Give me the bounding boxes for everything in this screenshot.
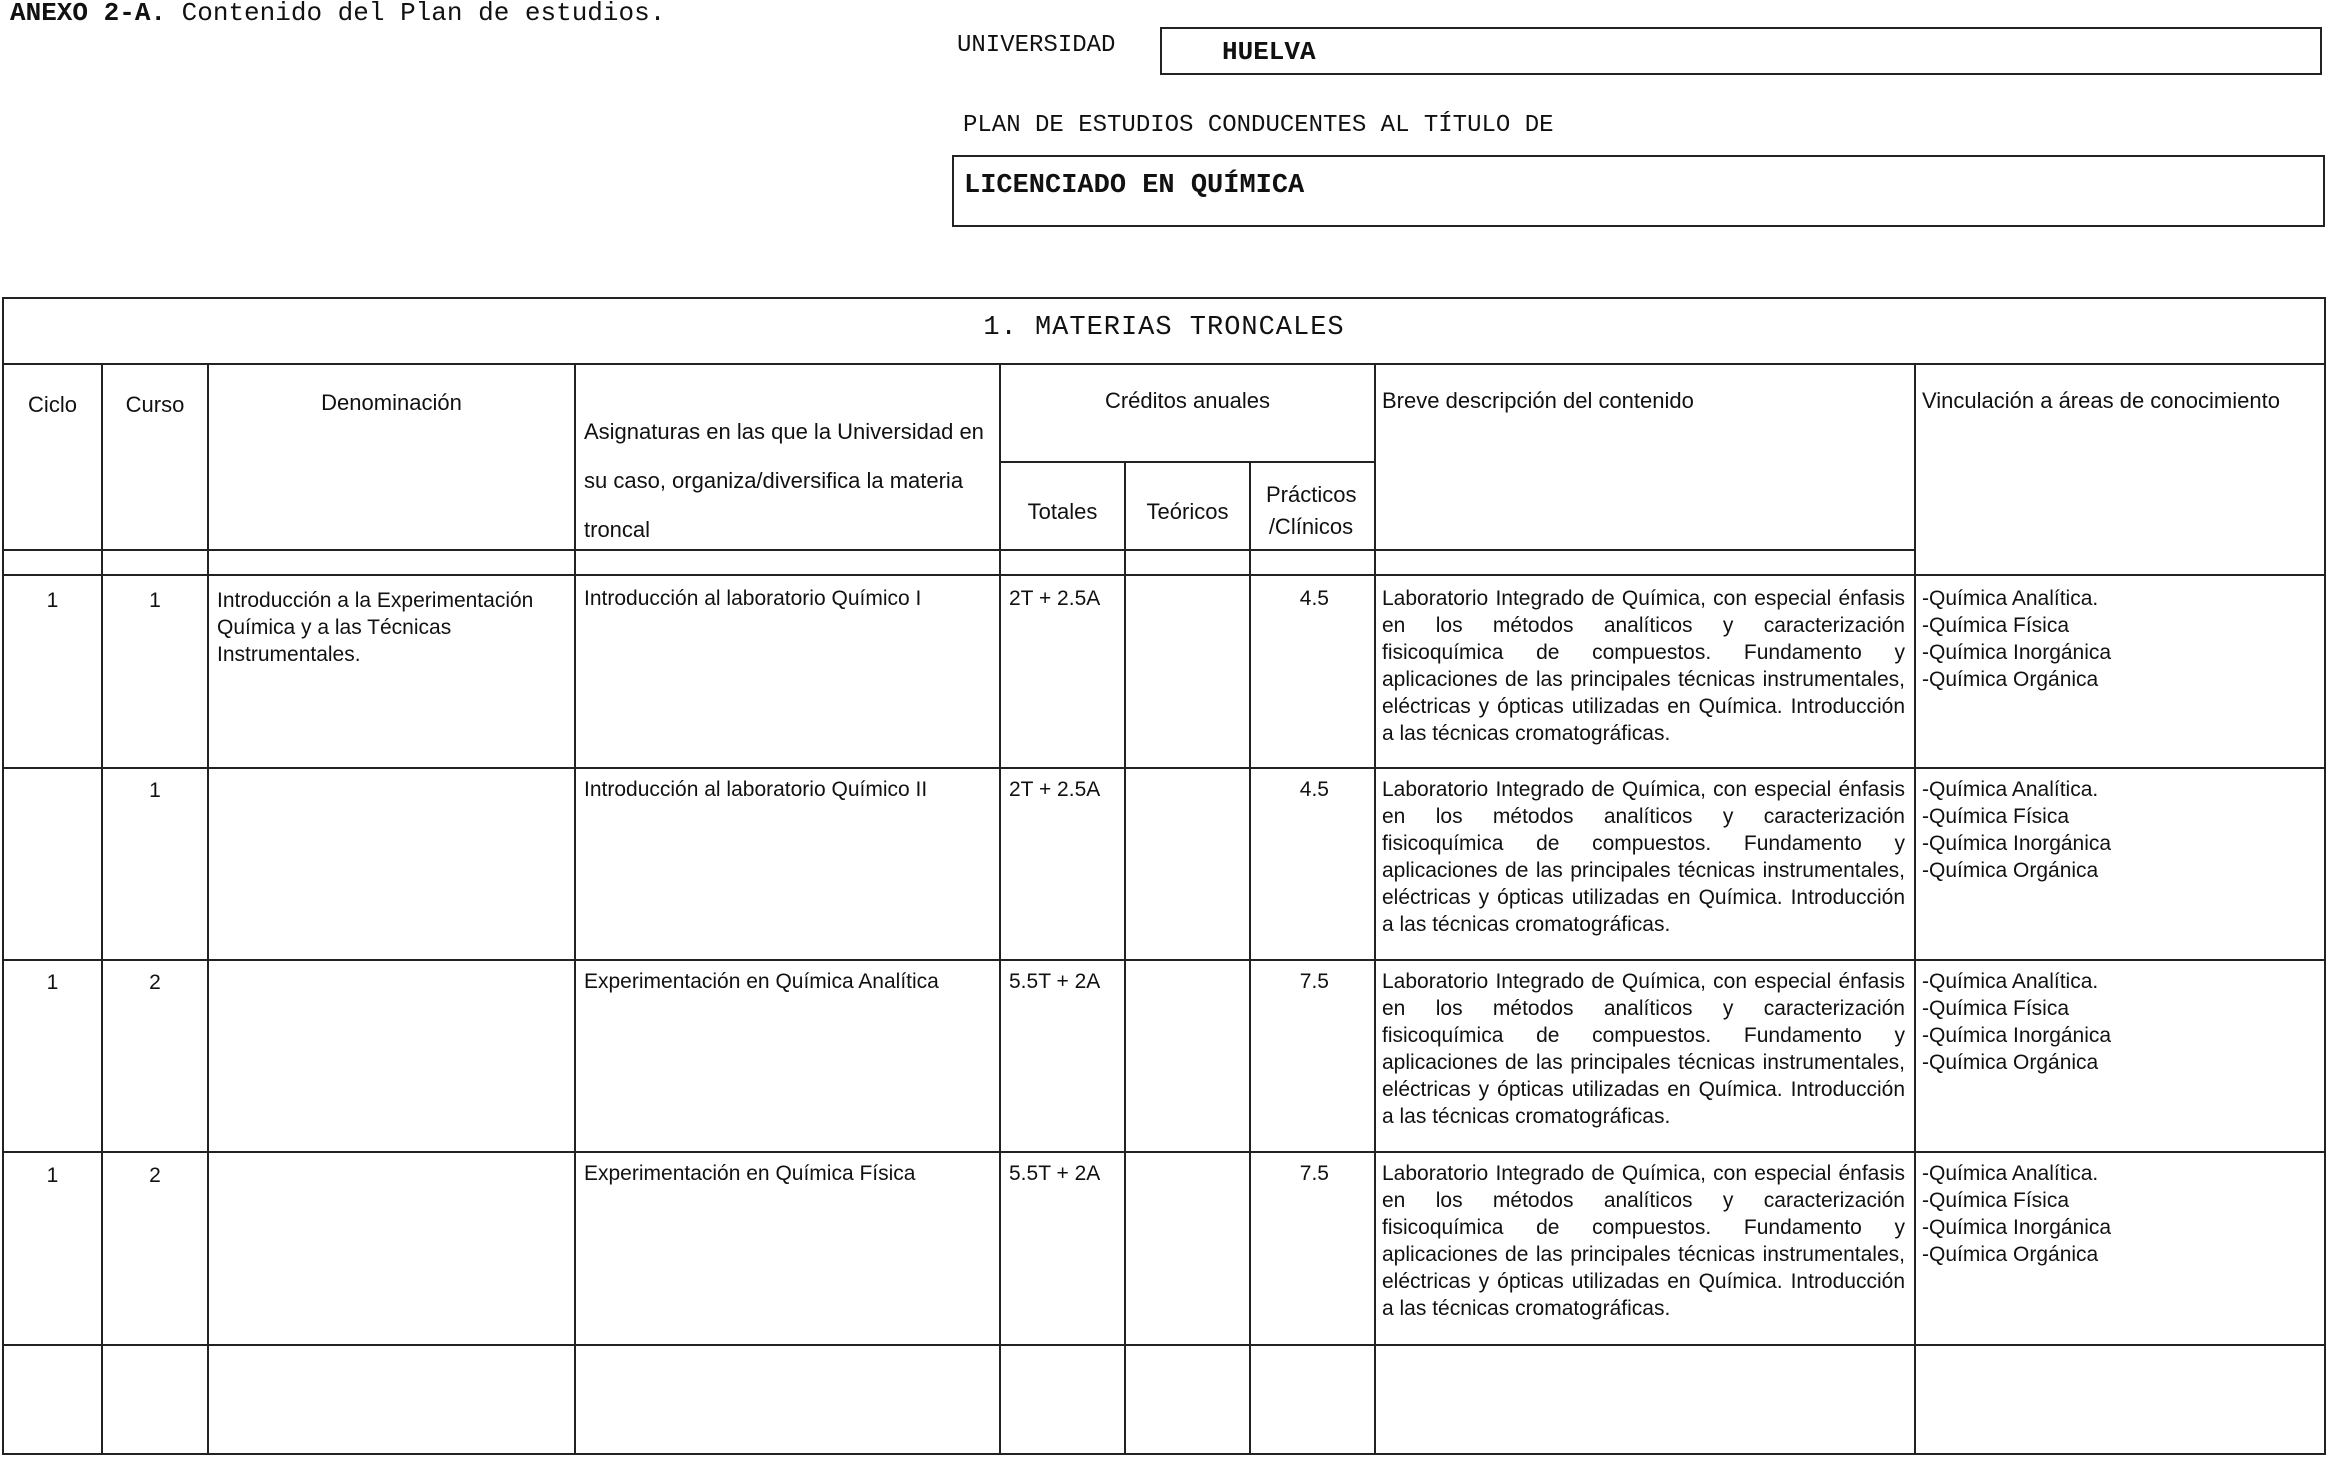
row-1-descripcion: Laboratorio Integrado de Química, con especial énfasis en los métodos analíticos y caracterización fisicoquímica de compuestos. Fundamento y aplicaciones de las principales técnicas instrumentales, eléctricas y ópticas utilizadas en Química. Introducción a las técnicas cromatográficas. [1382, 587, 1905, 745]
divider [4, 574, 2324, 576]
row-4-practicos: 7.5 [1299, 1162, 1329, 1185]
divider [207, 363, 209, 1453]
header-asignaturas: Asignaturas en las que la Universidad en su caso, organiza/diversifica la materia troncal [584, 419, 984, 542]
area-item: -Química Analítica. [1922, 587, 2099, 610]
row-2-areas [1922, 776, 2312, 884]
row-4-curso: 2 [149, 1164, 161, 1187]
degree-title-box [952, 155, 2325, 227]
row-1-areas [1922, 585, 2312, 693]
divider [101, 363, 103, 1453]
area-item: -Química Orgánica [1922, 1051, 2099, 1074]
header-practicos: Prácticos /Clínicos [1266, 482, 1357, 539]
divider [1914, 363, 1916, 1453]
area-item: -Química Inorgánica [1922, 1024, 2112, 1047]
header-curso: Curso [125, 392, 185, 417]
university-label: UNIVERSIDAD [957, 32, 1116, 59]
header-totales: Totales [1027, 499, 1098, 524]
row-2-practicos: 4.5 [1299, 778, 1329, 801]
divider [4, 363, 2324, 365]
area-item: -Química Analítica. [1922, 1162, 2099, 1185]
area-item: -Química Orgánica [1922, 668, 2099, 691]
row-3-curso: 2 [149, 971, 161, 994]
divider [1124, 461, 1126, 1453]
row-4-ciclo: 1 [46, 1164, 59, 1187]
header-descripcion: Breve descripción del contenido [1382, 388, 1694, 413]
divider [4, 767, 2324, 769]
row-1-practicos: 4.5 [1299, 587, 1329, 610]
row-1-denominacion: Introducción a la Experimentación Química y a las Técnicas Instrumentales. [217, 589, 534, 666]
header-vinculacion: Vinculación a áreas de conocimiento [1922, 388, 2280, 413]
annex-heading [10, 0, 665, 26]
row-3-descripcion: Laboratorio Integrado de Química, con especial énfasis en los métodos analíticos y caracterización fisicoquímica de compuestos. Fundamento y aplicaciones de las principales técnicas instrumentales, eléctricas y ópticas utilizadas en Química. Introducción a las técnicas cromatográficas. [1382, 970, 1905, 1128]
area-item: -Química Orgánica [1922, 1243, 2099, 1266]
annex-text: Contenido del Plan de estudios. [181, 0, 666, 28]
row-4-totales: 5.5T + 2A [1009, 1162, 1101, 1185]
row-2-curso: 1 [149, 779, 161, 802]
row-2-totales: 2T + 2.5A [1009, 778, 1101, 801]
divider [4, 1344, 2324, 1346]
area-item: -Química Analítica. [1922, 778, 2099, 801]
row-2-descripcion: Laboratorio Integrado de Química, con especial énfasis en los métodos analíticos y caracterización fisicoquímica de compuestos. Fundamento y aplicaciones de las principales técnicas instrumentales, eléctricas y ópticas utilizadas en Química. Introducción a las técnicas cromatográficas. [1382, 778, 1905, 936]
area-item: -Química Física [1922, 997, 2070, 1020]
row-3-ciclo: 1 [46, 971, 59, 994]
row-3-totales: 5.5T + 2A [1009, 970, 1101, 993]
header-denominacion: Denominación [321, 390, 462, 415]
header-ciclo: Ciclo [28, 392, 77, 417]
area-item: -Química Física [1922, 1189, 2070, 1212]
row-1-totales: 2T + 2.5A [1009, 587, 1101, 610]
university-name: HUELVA [1222, 37, 1316, 67]
divider [1374, 363, 1376, 1453]
row-3-asignatura: Experimentación en Química Analítica [584, 970, 939, 993]
row-1-ciclo: 1 [46, 589, 59, 612]
university-box [1160, 27, 2322, 75]
divider [574, 363, 576, 1453]
section-title: 1. MATERIAS TRONCALES [983, 313, 1345, 343]
area-item: -Química Inorgánica [1922, 832, 2112, 855]
row-4-asignatura: Experimentación en Química Física [584, 1162, 916, 1185]
area-item: -Química Física [1922, 805, 2070, 828]
row-4-areas [1922, 1160, 2312, 1268]
row-3-areas [1922, 968, 2312, 1076]
annex-code: ANEXO 2-A. [10, 0, 167, 28]
area-item: -Química Orgánica [1922, 859, 2099, 882]
plan-label: PLAN DE ESTUDIOS CONDUCENTES AL TÍTULO DE [963, 112, 1554, 139]
row-4-descripcion: Laboratorio Integrado de Química, con especial énfasis en los métodos analíticos y caracterización fisicoquímica de compuestos. Fundamento y aplicaciones de las principales técnicas instrumentales, eléctricas y ópticas utilizadas en Química. Introducción a las técnicas cromatográficas. [1382, 1162, 1905, 1320]
row-2-asignatura: Introducción al laboratorio Químico II [584, 778, 928, 801]
divider [999, 461, 1374, 463]
row-3-practicos: 7.5 [1299, 970, 1329, 993]
header-creditos-anuales: Créditos anuales [1104, 388, 1271, 413]
divider [4, 959, 2324, 961]
divider [4, 1151, 2324, 1153]
row-1-curso: 1 [149, 589, 161, 612]
materias-troncales-table [2, 297, 2326, 1455]
area-item: -Química Inorgánica [1922, 1216, 2112, 1239]
header-teoricos: Teóricos [1146, 499, 1229, 524]
area-item: -Química Inorgánica [1922, 641, 2112, 664]
degree-title: LICENCIADO EN QUÍMICA [964, 171, 1305, 201]
row-1-asignatura: Introducción al laboratorio Químico I [584, 587, 922, 610]
area-item: -Química Física [1922, 614, 2070, 637]
area-item: -Química Analítica. [1922, 970, 2099, 993]
